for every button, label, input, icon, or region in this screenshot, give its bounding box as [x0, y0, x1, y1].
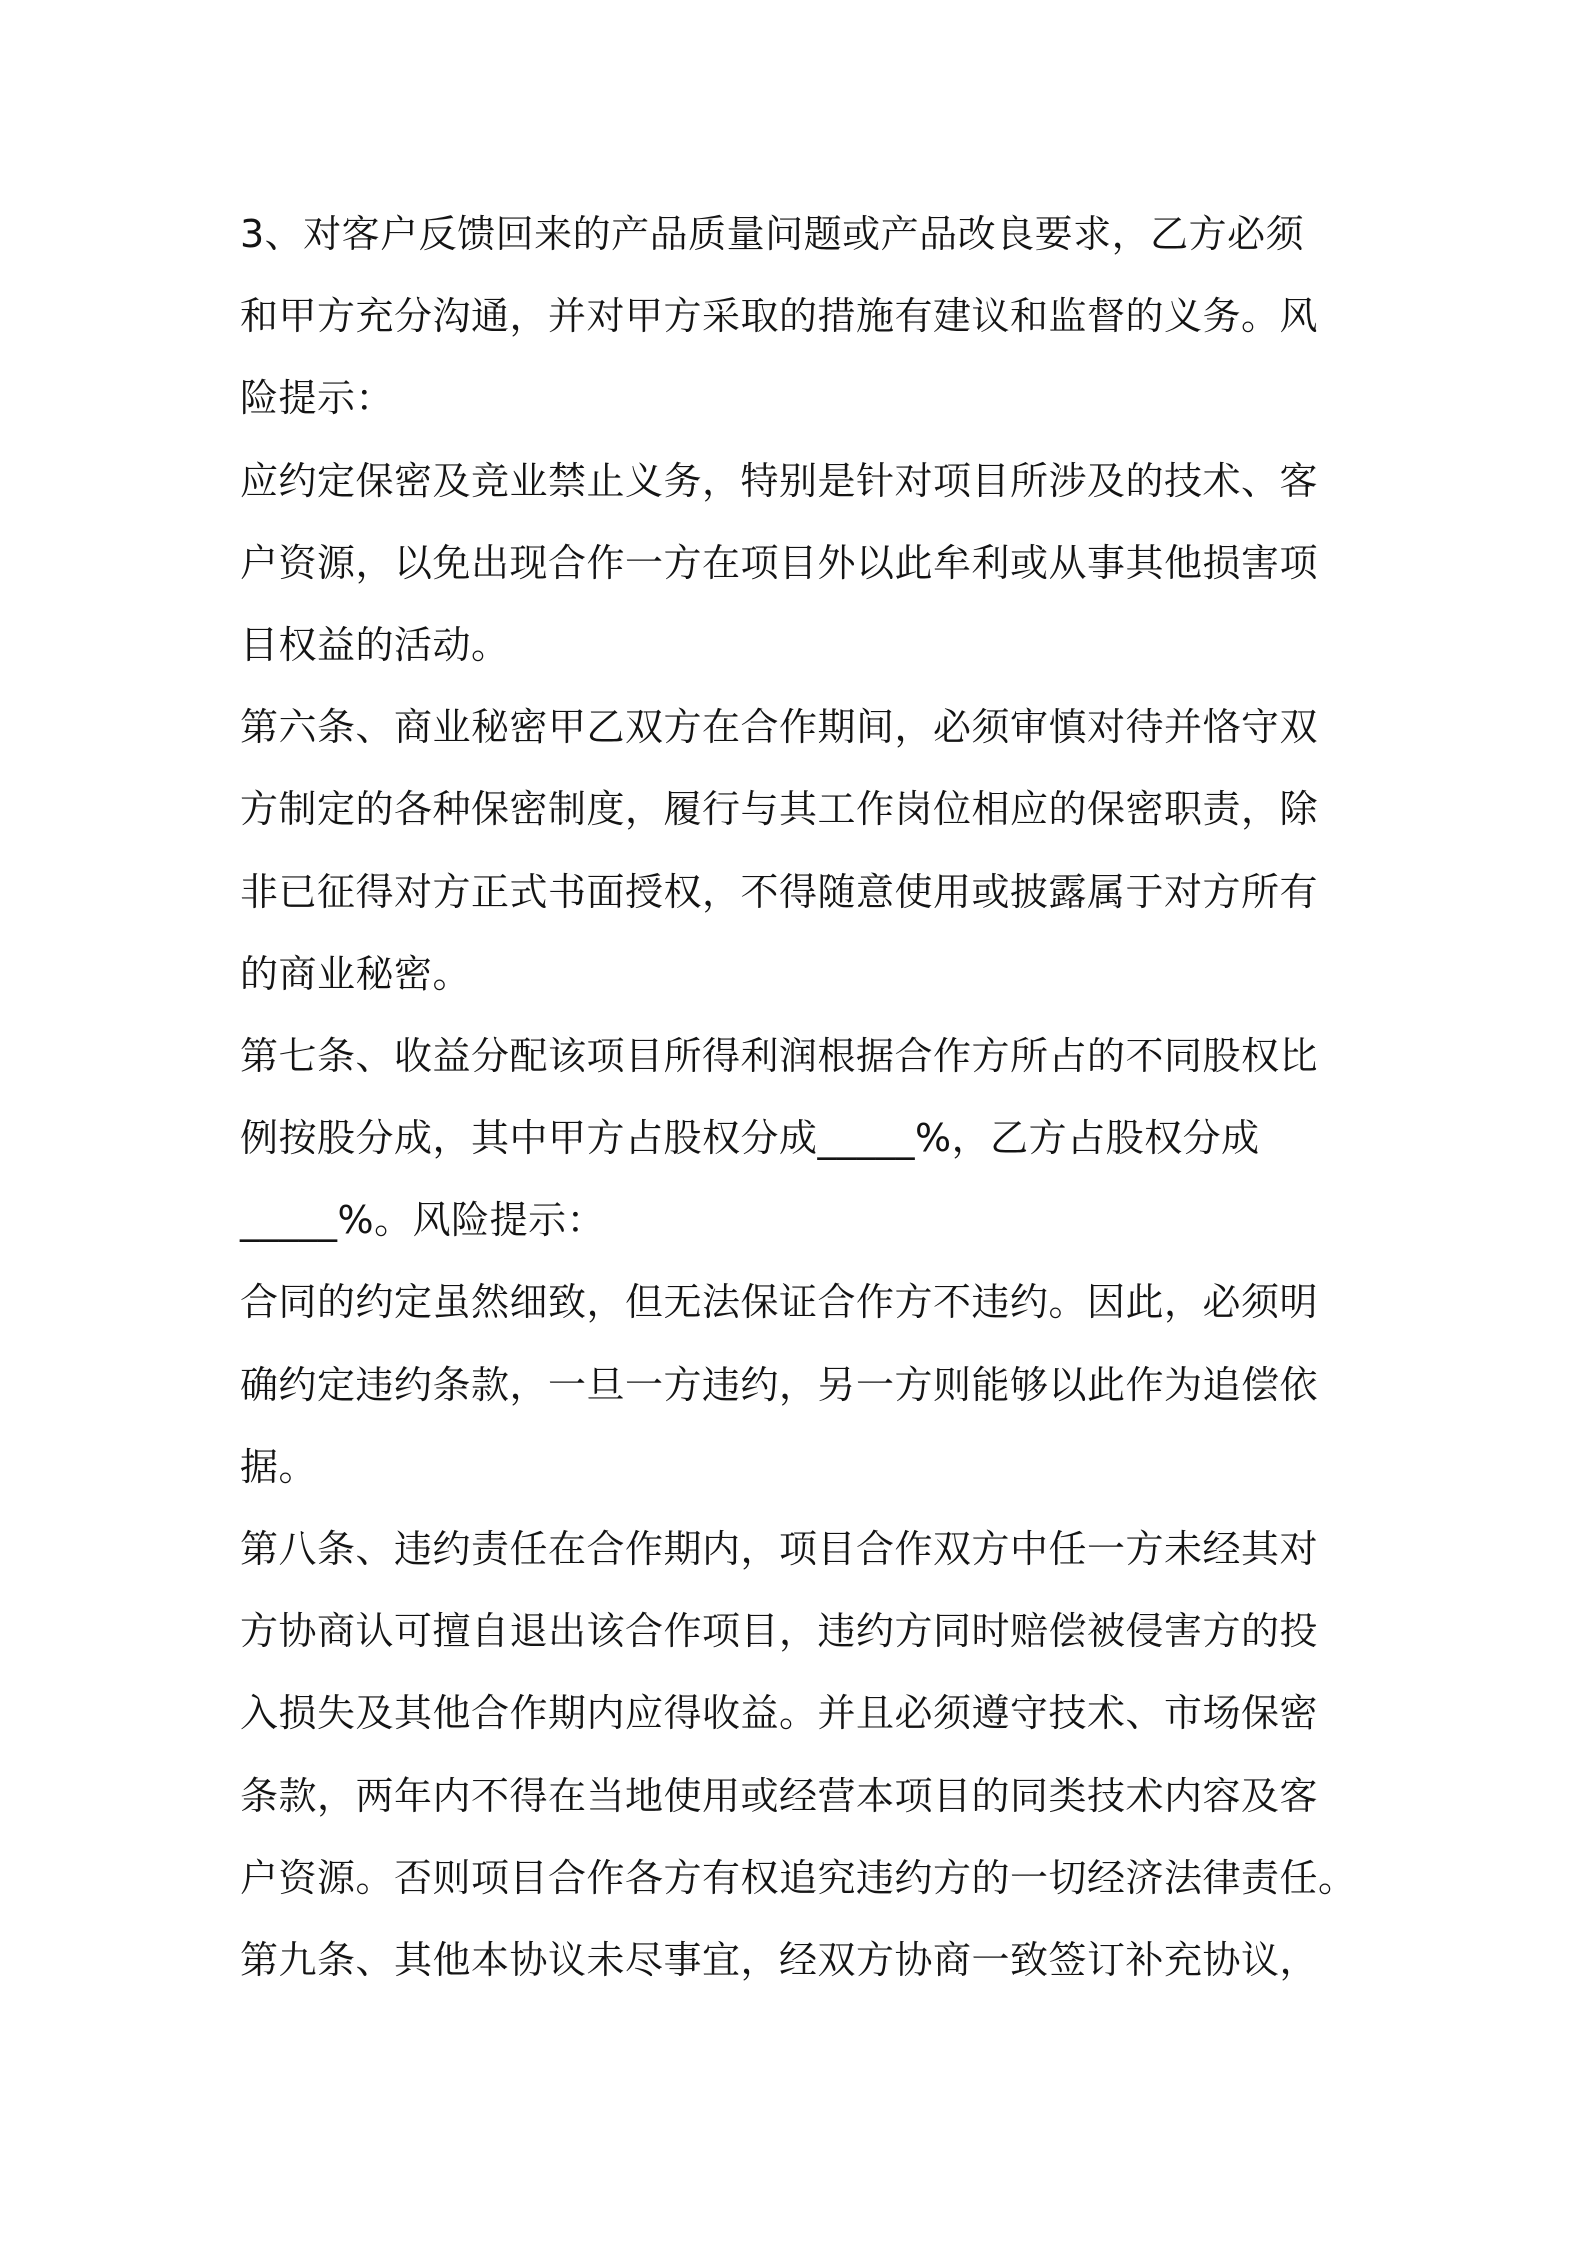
text-line: 第七条、收益分配该项目所得利润根据合作方所占的不同股权比: [240, 1033, 1319, 1078]
text-line: 入损失及其他合作期内应得收益。并且必须遵守技术、市场保密: [240, 1691, 1319, 1736]
text-line: 户资源，以免出现合作一方在项目外以此牟利或从事其他损害项: [240, 540, 1319, 585]
text-line: 户资源。否则项目合作各方有权追究违约方的一切经济法律责任。: [240, 1855, 1357, 1900]
text-line: 第八条、违约责任在合作期内，项目合作双方中任一方未经其对: [240, 1527, 1319, 1571]
text-line: 第六条、商业秘密甲乙双方在合作期间，必须审慎对待并恪守双: [240, 705, 1319, 750]
text-line: 险提示：: [240, 376, 395, 421]
text-line: 确约定违约条款，一旦一方违约，另一方则能够以此作为追偿依: [240, 1362, 1319, 1407]
text-line: 目权益的活动。: [240, 622, 510, 667]
text-line: 3、对客户反馈回来的产品质量问题或产品改良要求，乙方必须: [240, 212, 1305, 256]
text-line: 方制定的各种保密制度，履行与其工作岗位相应的保密职责，除: [240, 787, 1319, 832]
text-line: 第九条、其他本协议未尽事宜，经双方协商一致签订补充协议，: [240, 1937, 1319, 1982]
text-line: 应约定保密及竞业禁止义务，特别是针对项目所涉及的技术、客: [240, 458, 1319, 503]
text-line: 据。: [240, 1444, 318, 1489]
document-body: [240, 193, 1360, 2001]
text-line: 的商业秘密。: [240, 951, 472, 996]
text-line: 非已征得对方正式书面授权，不得随意使用或披露属于对方所有: [240, 869, 1319, 914]
text-line: 例按股分成，其中甲方占股权分成_____%，乙方占股权分成: [240, 1116, 1260, 1161]
text-line: 合同的约定虽然细致，但无法保证合作方不违约。因此，必须明: [240, 1280, 1319, 1325]
text-line: 和甲方充分沟通，并对甲方采取的措施有建议和监督的义务。风: [240, 294, 1319, 339]
text-line: _____%。风险提示：: [240, 1198, 606, 1243]
text-line: 条款，两年内不得在当地使用或经营本项目的同类技术内容及客: [240, 1773, 1319, 1818]
text-line: 方协商认可擅自退出该合作项目，违约方同时赔偿被侵害方的投: [240, 1609, 1319, 1654]
